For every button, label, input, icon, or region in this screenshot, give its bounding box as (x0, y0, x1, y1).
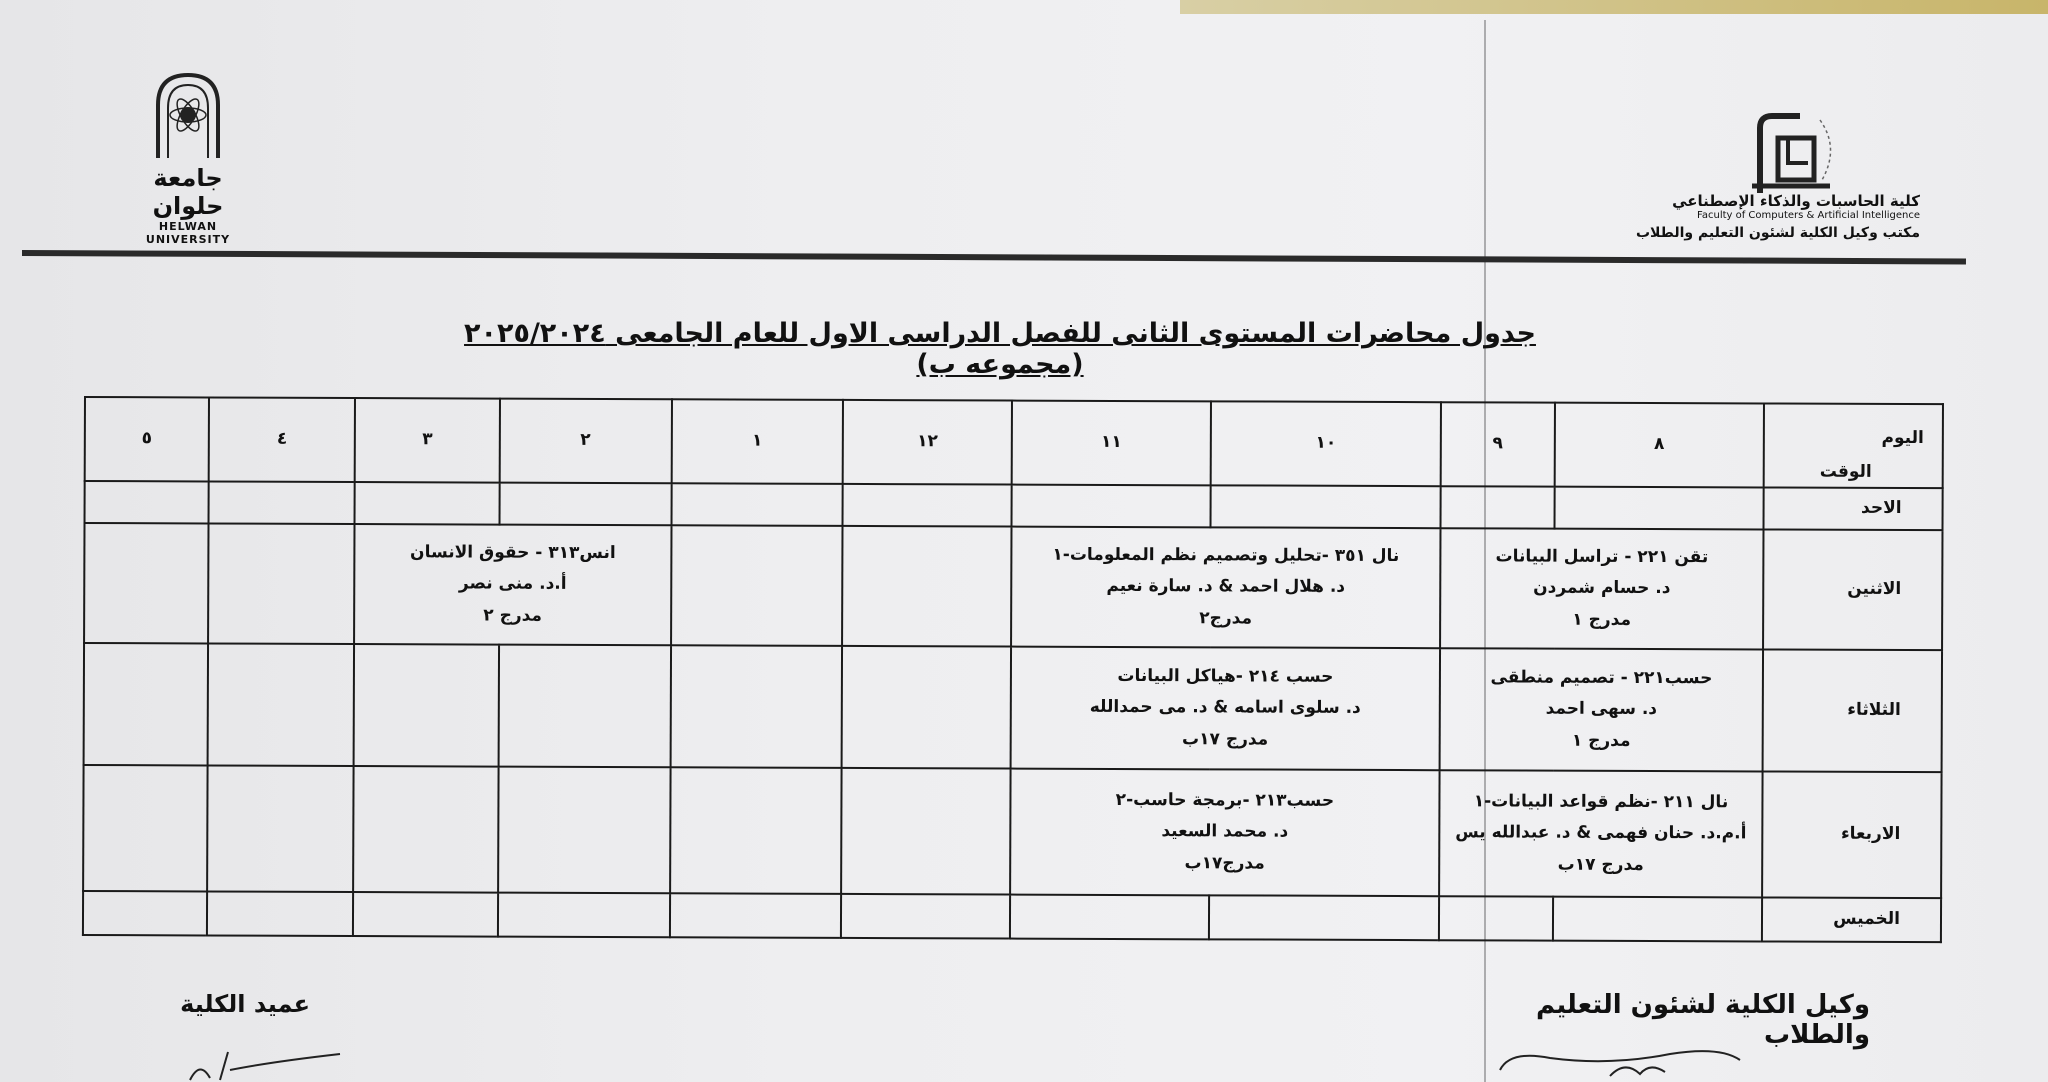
empty-cell (1010, 895, 1209, 940)
empty-cell (208, 523, 355, 644)
course-cell (354, 524, 671, 645)
course-cell (1440, 528, 1764, 649)
course-code: حسب٢١٣ -برمجة حاسب-٢ (1115, 789, 1335, 811)
page-title: جدول محاضرات المستوى الثانى للفصل الدراسى الاول للعام الجامعى ٢٠٢٥/٢٠٢٤ (مجموعه ب) (464, 318, 1536, 380)
course-code: نال ٣٥١ -تحليل وتصميم نظم المعلومات-١ (1052, 544, 1400, 566)
university-name-ar: جامعة حلوان (152, 164, 224, 220)
corner-time-label: الوقت (1819, 461, 1872, 482)
day-row-thursday (83, 891, 1941, 942)
time-slot-header: ١١ (1012, 401, 1212, 486)
course-cell (1439, 648, 1763, 771)
empty-cell (499, 483, 671, 526)
empty-cell (83, 765, 208, 891)
faculty-name-en: Faculty of Computers & Artificial Intelligence (1697, 210, 1920, 221)
course-code: انس٣١٣ - حقوق الانسان (410, 542, 616, 563)
course-room: مدرج ١ (1571, 730, 1631, 751)
day-label: الاحد (1764, 487, 1943, 530)
course-instructor: أ.د. منى نصر (458, 573, 567, 595)
empty-cell (843, 484, 1012, 527)
course-room: مدرج١٧ب (1184, 852, 1265, 874)
empty-cell (1440, 486, 1554, 528)
empty-cell (1553, 897, 1763, 942)
empty-cell (1439, 896, 1553, 940)
empty-cell (83, 891, 207, 935)
course-instructor: د. هلال احمد & د. سارة نعيم (1106, 576, 1346, 598)
vice-dean-signature-icon (1490, 1040, 1750, 1082)
time-slot-header: ٩ (1441, 402, 1555, 486)
empty-cell (842, 526, 1011, 647)
course-instructor: د. سهى احمد (1545, 698, 1658, 720)
university-name-en: HELWAN UNIVERSITY (145, 220, 231, 246)
day-label: الثلاثاء (1763, 649, 1942, 772)
empty-cell (498, 767, 670, 894)
empty-cell (1211, 485, 1441, 528)
empty-cell (1012, 485, 1211, 528)
faculty-name-ar: كلية الحاسبات والذكاء الإصطناعي (1672, 192, 1920, 210)
course-cell (1011, 527, 1440, 649)
time-slot-header: ٥ (85, 397, 209, 481)
header-row (85, 397, 1943, 488)
background-edge (1180, 0, 2048, 14)
office-name: مكتب وكيل الكلية لشئون التعليم والطلاب (1635, 225, 1920, 241)
course-code: حسب ٢١٤ -هياكل البيانات (1117, 665, 1334, 687)
empty-cell (670, 767, 842, 894)
vice-dean-signature-label: وكيل الكلية لشئون التعليم والطلاب (1536, 990, 1870, 1050)
course-room: مدرج ٢ (483, 605, 543, 626)
corner-day-label: اليوم (1881, 427, 1924, 449)
empty-cell (1554, 487, 1764, 530)
empty-cell (670, 645, 842, 768)
empty-cell (1209, 895, 1439, 940)
day-row-monday (84, 523, 1942, 650)
day-row-wednesday (83, 765, 1941, 898)
course-room: مدرج ١ (1572, 609, 1632, 630)
course-code: حسب٢٢١ - تصميم منطقى (1490, 667, 1713, 689)
course-cell (1010, 769, 1439, 897)
corner-cell (1764, 403, 1943, 488)
empty-cell (498, 645, 670, 768)
university-emblem-icon (138, 70, 238, 160)
empty-cell (207, 891, 354, 936)
empty-cell (84, 523, 209, 643)
time-slot-header: ٨ (1554, 403, 1764, 488)
course-cell (1439, 770, 1763, 897)
course-room: مدرج ١٧ب (1557, 854, 1644, 875)
course-room: مدرج٢ (1199, 608, 1253, 629)
day-label: الاربعاء (1762, 771, 1941, 898)
time-slot-header: ٢ (499, 399, 671, 484)
time-slot-header: ١٢ (843, 400, 1012, 485)
course-cell (1011, 647, 1440, 771)
empty-cell (841, 768, 1010, 895)
empty-cell (498, 893, 670, 938)
empty-cell (671, 525, 843, 646)
helwan-university-logo (118, 70, 258, 246)
empty-cell (842, 646, 1011, 769)
schedule-table (82, 396, 1944, 943)
course-instructor: أ.م.د. حنان فهمى & د. عبدالله يس (1455, 822, 1747, 844)
faculty-logo (1620, 100, 1920, 260)
day-label: الخميس (1762, 897, 1941, 942)
day-label: الاثنين (1763, 529, 1942, 650)
empty-cell (208, 643, 355, 766)
dean-signature-icon (180, 1040, 350, 1082)
empty-cell (671, 483, 843, 526)
empty-cell (354, 766, 499, 893)
time-slot-header: ١ (671, 399, 843, 484)
time-slot-header: ١٠ (1211, 401, 1441, 486)
course-instructor: د. سلوى اسامه & د. مى حمدالله (1089, 697, 1361, 719)
empty-cell (209, 481, 356, 524)
dean-signature-label: عميد الكلية (180, 990, 310, 1018)
course-code: نال ٢١١ -نظم قواعد البيانات-١ (1473, 791, 1729, 813)
empty-cell (355, 482, 499, 525)
empty-cell (669, 893, 841, 938)
time-slot-header: ٤ (209, 397, 356, 482)
empty-cell (84, 643, 209, 765)
course-instructor: د. حسام شمردن (1533, 577, 1671, 599)
empty-cell (207, 765, 354, 892)
day-row-sunday (85, 481, 1943, 530)
faculty-emblem-icon (1740, 108, 1850, 198)
course-instructor: د. محمد السعيد (1161, 821, 1289, 842)
empty-cell (354, 644, 499, 767)
empty-cell (85, 481, 209, 523)
course-code: تقن ٢٢١ - تراسل البيانات (1495, 546, 1709, 568)
empty-cell (841, 894, 1010, 939)
course-room: مدرج ١٧ب (1182, 728, 1269, 750)
time-slot-header: ٣ (355, 398, 500, 483)
day-row-tuesday (84, 643, 1942, 772)
empty-cell (353, 892, 497, 937)
